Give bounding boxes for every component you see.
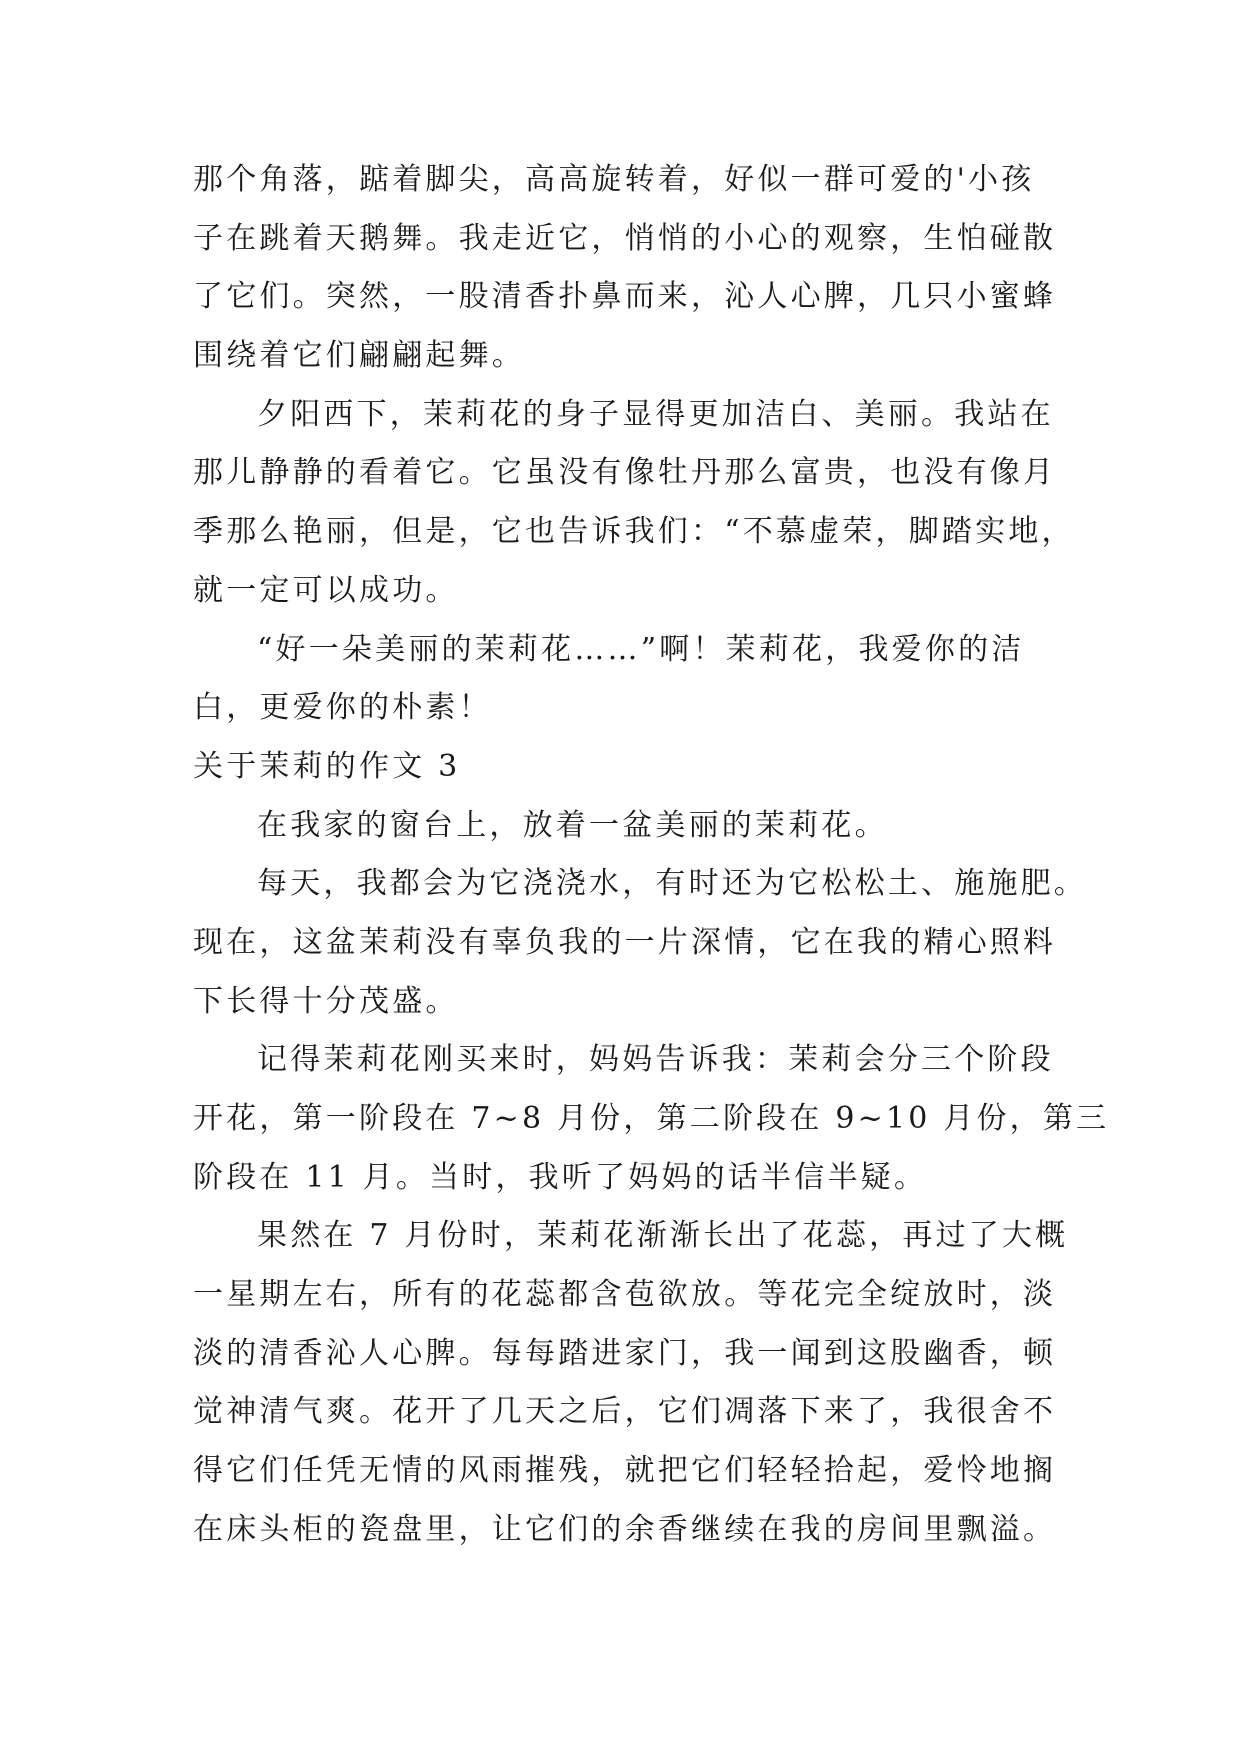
text-line: 那儿静静的看着它。它虽没有像牡丹那么富贵，也没有像月 (193, 455, 1057, 491)
text-line: 觉神清气爽。花开了几天之后，它们凋落下来了，我很舍不 (193, 1394, 1057, 1430)
paragraph-first-line: 记得茉莉花刚买来时，妈妈告诉我：茉莉会分三个阶段 (257, 1042, 1054, 1078)
text-line: 开花，第一阶段在 7~8 月份，第二阶段在 9~10 月份，第三 (193, 1101, 1110, 1136)
text-line: 阶段在 11 月。当时，我听了妈妈的话半信半疑。 (193, 1159, 928, 1195)
text-line: 在床头柜的瓷盘里，让它们的余香继续在我的房间里飘溢。 (193, 1511, 1057, 1547)
text-line: 现在，这盆茉莉没有辜负我的一片深情，它在我的精心照料 (193, 924, 1057, 960)
paragraph-first-line: 在我家的窗台上，放着一盆美丽的茉莉花。 (257, 807, 888, 843)
text-line: 了它们。突然，一股清香扑鼻而来，沁人心脾，几只小蜜蜂 (193, 279, 1057, 315)
document-body (193, 151, 1110, 1560)
text-line: 季那么艳丽，但是，它也告诉我们：“不慕虚荣，脚踏实地， (193, 514, 1075, 550)
text-line: 淡的清香沁人心脾。每每踏进家门，我一闻到这股幽香，顿 (193, 1335, 1057, 1371)
text-line: 子在跳着天鹅舞。我走近它，悄悄的小心的观察，生怕碰散 (193, 220, 1057, 256)
text-line: 那个角落，踮着脚尖，高高旋转着，好似一群可爱的'小孩 (193, 162, 1035, 197)
text-line: 就一定可以成功。 (193, 572, 459, 608)
text-line: 一星期左右，所有的花蕊都含苞欲放。等花完全绽放时，淡 (193, 1277, 1057, 1313)
text-line: 白，更爱你的朴素！ (193, 690, 492, 726)
paragraph-first-line: 果然在 7 月份时，茉莉花渐渐长出了花蕊，再过了大概 (257, 1218, 1069, 1254)
paragraph-first-line: 每天，我都会为它浇浇水，有时还为它松松土、施施肥。 (257, 866, 1087, 902)
section-heading: 关于茉莉的作文 3 (193, 748, 461, 784)
text-line: 围绕着它们翩翩起舞。 (193, 338, 525, 374)
paragraph-first-line: “好一朵美丽的茉莉花……”啊！茉莉花，我爱你的洁 (257, 631, 1025, 667)
text-line: 得它们任凭无情的风雨摧残，就把它们轻轻拾起，爱怜地搁 (193, 1453, 1057, 1489)
paragraph-first-line: 夕阳西下，茉莉花的身子显得更加洁白、美丽。我站在 (257, 396, 1054, 432)
text-line: 下长得十分茂盛。 (193, 983, 459, 1019)
